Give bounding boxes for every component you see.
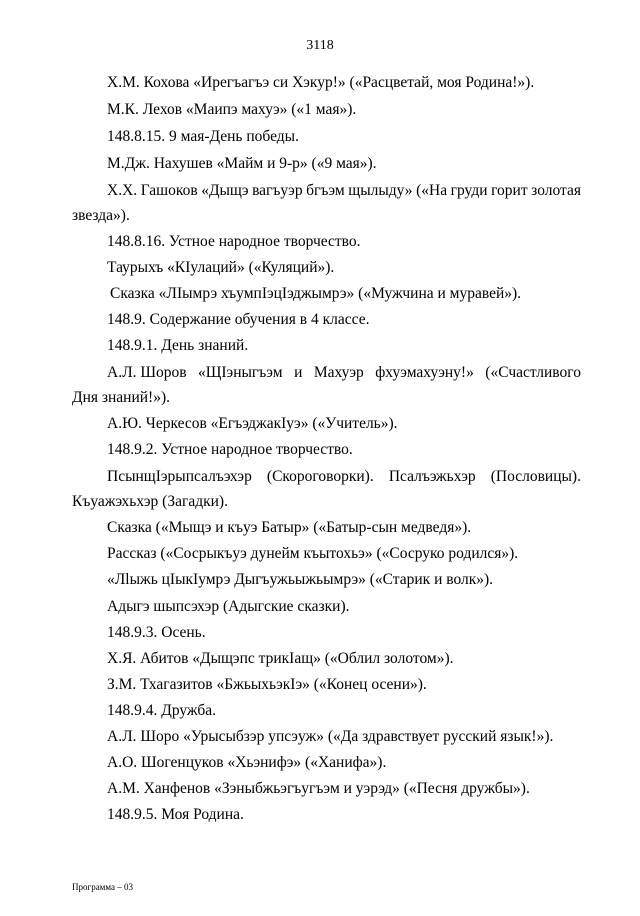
text-line: Дня знаний!»). (72, 389, 171, 406)
justified-line (107, 468, 581, 486)
text-line: 148.9.4. Дружба. (107, 702, 217, 719)
word: и (294, 364, 303, 381)
text-line: Таурыхъ «КIулаций» («Куляций»). (107, 259, 335, 276)
page-number: 3118 (306, 38, 334, 53)
word: горит (491, 182, 528, 199)
text-line: 148.8.16. Устное народное творчество. (107, 233, 361, 250)
word: «ЩIэныгъэм (198, 364, 283, 381)
text-line: З.М. Тхагазитов «БжьыхьэкIэ» («Конец осени»). (107, 676, 427, 693)
text-line: Сказка («Мыщэ и къуэ Батыр» («Батыр-сын медведя»). (107, 519, 472, 536)
word: Махуэр (313, 364, 364, 381)
word: Гашоков (140, 182, 198, 199)
word: золотая (531, 182, 581, 199)
text-line: Х.Я. Абитов «Дыщэпс трикIащ» («Облил золотом»). (107, 650, 454, 667)
word: ПсынщIэрыпсалъэхэр (107, 468, 252, 485)
word: вагъуэр (252, 182, 303, 199)
text-line: М.К. Лехов «Маипэ махуэ» («1 мая»). (107, 101, 357, 118)
text-line: 148.9. Содержание обучения в 4 классе. (107, 311, 370, 328)
word: груди (450, 182, 488, 199)
text-line: А.Ю. Черкесов «ЕгъэджакIуэ» («Учитель»). (107, 415, 398, 432)
text-line: А.О. Шогенцуков «Хьэнифэ» («Ханифа»). (107, 754, 387, 771)
text-line: 148.8.15. 9 мая-День победы. (107, 128, 299, 145)
justified-line (107, 182, 581, 200)
text-line: Адыгэ шыпсэхэр (Адыгские сказки). (107, 598, 350, 615)
word: Х.Х. (107, 182, 138, 199)
text-line: 148.9.2. Устное народное творчество. (107, 441, 353, 458)
text-line: А.Л. Шоро «Урысыбзэр упсэуж» («Да здравствует русский язык!»). (107, 728, 554, 745)
word: фхуэмахуэну!» (375, 364, 474, 381)
word: («На (416, 182, 448, 199)
word: («Счастливого (485, 364, 581, 381)
word: Псалъэжьхэр (388, 468, 476, 485)
text-line: М.Дж. Нахушев «Майм и 9-р» («9 мая»). (107, 155, 377, 172)
text-line: Рассказ («Сосрыкъуэ дунейм къытохьэ» («Сосруко родился»). (107, 545, 519, 562)
text-line: Сказка «ЛIымрэ хъумпIэцIэджымрэ» («Мужчина и муравей»). (110, 285, 522, 302)
text-line: 148.9.3. Осень. (107, 624, 206, 641)
text-line: 148.9.5. Моя Родина. (107, 806, 244, 823)
word: (Пословицы). (490, 468, 581, 485)
justified-line (107, 364, 581, 382)
word: А.Л. Шоров (107, 364, 187, 381)
text-line: звезда»). (72, 207, 130, 224)
footer-label: Программа – 03 (72, 882, 134, 892)
word: (Скороговорки). (266, 468, 374, 485)
text-line: «Лlыжь цIыкIумрэ Дыгъужьыжьымрэ» («Старик и волк»). (107, 571, 494, 588)
text-line: Къуажэхьхэр (Загадки). (72, 493, 228, 510)
text-line: А.М. Ханфенов «Зэныбжьэгъугъэм и уэрэд» («Песня дружбы»). (107, 780, 530, 797)
word: щылыду» (348, 182, 413, 199)
word: бгъэм (306, 182, 345, 199)
word: «Дыщэ (201, 182, 249, 199)
text-line: 148.9.1. День знаний. (107, 337, 249, 354)
text-line: Х.М. Кохова «Ирегъагъэ си Хэкур!» («Расцветай, моя Родина!»). (107, 74, 535, 91)
